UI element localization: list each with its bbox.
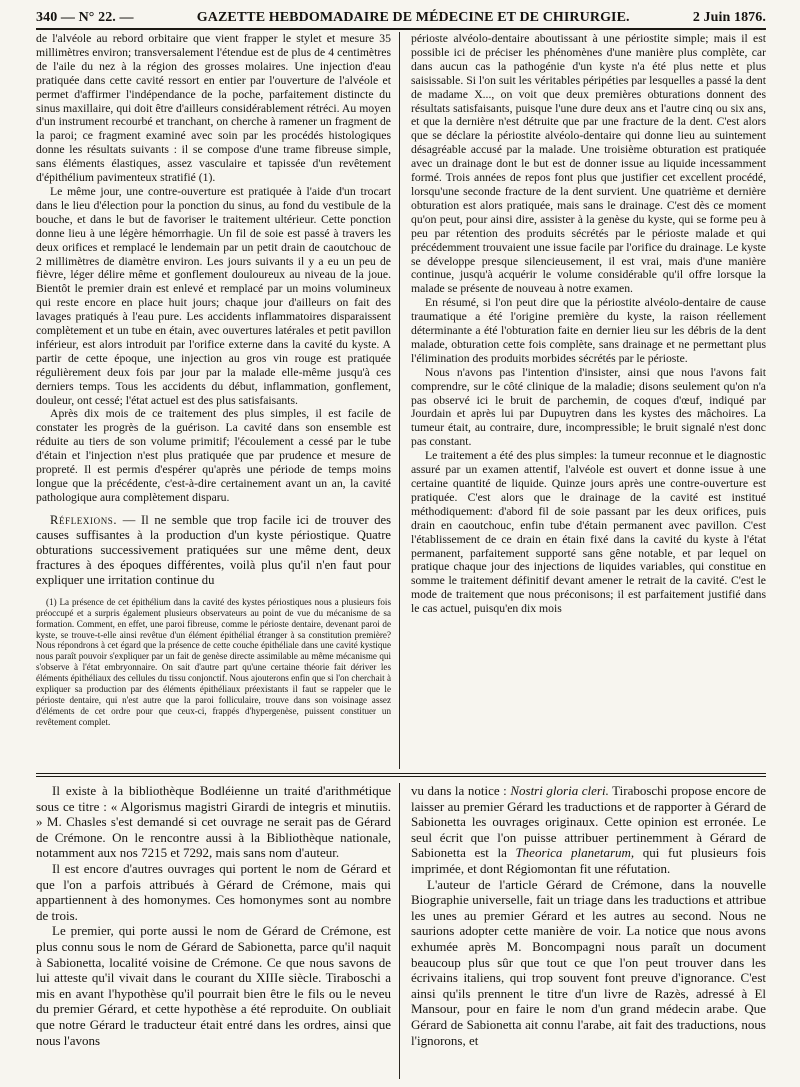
reflexions-paragraph <box>36 513 391 588</box>
bottom-right-column <box>411 783 766 1079</box>
paragraph: périoste alvéolo-dentaire aboutissant à une périostite simple; mais il est possible ici de préciser les phénomènes d'une manière plus complète, car dans aucun cas la pathogénie d'un kyste n'a été plus nette et plus saisissable. Si l'on suit les véritables péripéties par lesquelles a passé la dent de madame X..., on voit que deux premières obturations donnent des résultats satisfaisants, puisque l'une dure deux ans et l'autre cinq ou six ans, et que la dernière n'est détruite que par une fracture de la dent. C'est alors que se déclare la périostite alvéolo-dentaire qui donne lieu au suintement désagréable accusé par la malade. Une troisième obturation est pratiquée avec un drainage dont le but est de donner issue au liquide incessamment formé. Trois années de repos font plus que justifier cet excellent procédé, lorsqu'une seconde fracture de la dent survient. Une quatrième et dernière obturation est alors pratiquée, mais sans le drainage. C'est dès ce moment qu'on peut, pour ainsi dire, assister à la genèse du kyste, qui se forme peu à peu par rétention des produits sécrétés par le périoste malade et qui précédemment trouvaient une issue facile par l'orifice du drainage. Le kyste se développe presque silencieusement, il est vrai, mais d'une manière continue, jusqu'à acquérir le volume considérable qu'il offre lorsque la malade se présente de nouveau à notre examen. <box>411 32 766 296</box>
issue-date: 2 Juin 1876. <box>692 10 766 25</box>
column-divider <box>399 32 400 769</box>
reflexions-label: Réflexions. <box>50 512 118 527</box>
right-column <box>411 32 766 769</box>
feuilleton-separator <box>36 773 766 777</box>
paragraph: L'auteur de l'article Gérard de Crémone, dans la nouvelle Biographie universelle, fait un triage dans les traductions et attribue les unes au premier Gérard et les autres au second. Nous ne saurions adopter cette manière de voir. La notice que nous avons exhumée après M. Boncompagni nous paraît un document beaucoup plus sûr que tout ce que l'on peut trouver dans les écrivains italiens, qui trop souvent font preuve d'ignorance. C'est ainsi qu'ils prennent le titre d'un livre de Razès, adressé à El Mansour, pour en faire le nom d'un grand médecin arabe. Que Gérard de Sabionetta ait connu l'arabe, ait fait des traductions, nous l'ignorons, et <box>411 876 766 1048</box>
journal-title: GAZETTE HEBDOMADAIRE DE MÉDECINE ET DE CHIRURGIE. <box>196 10 630 25</box>
column-divider <box>399 783 400 1079</box>
page-header <box>36 0 766 30</box>
italic-title: Theorica planetarum, <box>515 845 635 861</box>
upper-section <box>36 32 766 769</box>
text-run: Tiraboschi propose encore de laisser au premier Gérard les traductions et de rapporter à Gérard de Sabionetta les ouvrages originaux. Cette opinion est erronée. Le seul écrit que l'on puisse attribuer pertinemment à Gérard de Sabionetta est la <box>411 783 767 861</box>
paragraph <box>411 783 766 877</box>
text-run: qui fut plusieurs fois imprimée, et dont Régiomontan fit une réfutation. <box>411 845 766 876</box>
paragraph: de l'alvéole au rebord orbitaire que vient frapper le stylet et mesure 35 millimètres environ; transversalement l'étendue est de plus de 4 centimètres de l'aile du nez à la région des grosses molaires. Une injection d'eau pratiquée dans cette cavité ressort en entier par l'ouverture de l'alvéole et permet d'affirmer l'indépendance de la poche, parfaitement distincte du sinus maxillaire, qui doit être d'ailleurs considérablement rétréci. Au moyen d'un instrument recourbé et tranchant, on cherche à ramener un fragment de la paroi; ce fragment examiné avec soin par les procédés histologiques donne les résultats suivants : il se compose d'une trame fibreuse simple, sans éléments élastiques, assez vasculaire et tapissée d'un revêtement d'épithélium pavimenteux stratifié (1). <box>36 32 391 185</box>
paragraph: En résumé, si l'on peut dire que la périostite alvéolo-dentaire de cause traumatique a été l'origine première du kyste, la raison réellement déterminante a été l'obturation faite en dernier lieu sur les débris de la dent malade, obturation cette fois complète, sans drainage et ne permettant plus l'élimination des produits morbides sécrétés par le périoste. <box>411 296 766 365</box>
footnote <box>36 597 391 728</box>
bottom-left-column <box>36 783 391 1079</box>
paragraph: Nous n'avons pas l'intention d'insister, ainsi que nous l'avons fait comprendre, sur le côté clinique de la maladie; disons seulement qu'on n'a pas observé ici le bruit de parchemin, de coques d'œuf, indiqué par Jourdain et après lui par Dupuytren dans les kystes des mâchoires. La tumeur était, au contraire, dure, incompressible; le bruit signalé n'est donc pas constant. <box>411 365 766 449</box>
paragraph: Le même jour, une contre-ouverture est pratiquée à l'aide d'un trocart dans le lieu d'élection pour la ponction du sinus, au fond du vestibule de la bouche, et dans le but de favoriser le traitement ultérieur. Cette ponction donne lieu à une légère hémorrhagie. Un fil de soie est passé à travers les deux orifices et remplacé le lendemain par un petit drain de caoutchouc de 2 millimètres de diamètre environ. Les jours suivants il y a eu un peu de fièvre, léger délire même et gonflement douloureux au niveau de la joue. Bientôt le premier drain est enlevé et remplacé par un moins volumineux qui reste encore en place huit jours; chaque jour d'ailleurs on fait des lavages pratiqués à l'eau pure. Les accidents inflammatoires disparaissent complètement et un tube en étain, avec ouvertures latérales et petit pavillon inférieur, est alors introduit par l'orifice externe dans la cavité du kyste. A partir de cette époque, une injection au gros vin rouge est pratiquée régulièrement deux fois par jour par la malade elle-même jusqu'à ces derniers temps. Tous les accidents du début, inflammation, gonflement, douleur, ont cessé; l'état actuel est des plus satisfaisants. <box>36 184 391 407</box>
page-number: 340 — N° 22. — <box>36 10 134 25</box>
reflexions-text: — Il ne semble que trop facile ici de trouver des causes suffisantes à la production d'un kyste périostique. Quatre obturations successivement pratiquées sur une même dent, deux fractures à des époques différentes, voilà plus qu'il n'en faut pour expliquer une irritation continue du <box>36 512 391 587</box>
paragraph: Il existe à la bibliothèque Bodléienne un traité d'arithmétique sous ce titre : « Algorismus magistri Girardi de integris et minutiis. » M. Chasles s'est demandé si cet ouvrage ne serait pas de Gérard de Crémone. On le rencontre aussi à la Bibliothèque nationale, notamment aux nos 7215 et 7292, mais sans nom d'auteur. <box>36 783 391 861</box>
paragraph: Le premier, qui porte aussi le nom de Gérard de Crémone, est plus connu sous le nom de Gérard de Sabionetta, parce qu'il naquit à Sabionetta, localité voisine de Crémone. Ce que nous savons de lui atteste qu'il vivait dans le courant du XIIIe siècle. Tiraboschi a mis en avant l'hypothèse qu'il pourrait bien être le fils ou le neveu du premier Gérard, et cette hypothèse a été reproduite. On oubliait que notre Gérard le traducteur était entré dans les ordres, ainsi que nous l'avons <box>36 923 391 1048</box>
left-column <box>36 32 391 769</box>
italic-title: Nostri gloria cleri. <box>510 783 609 798</box>
text-run: vu dans la notice : <box>411 783 511 798</box>
paragraph: Le traitement a été des plus simples: la tumeur reconnue et le diagnostic assuré par un examen attentif, l'alvéole est ouvert et donne issue à une certaine quantité de liquide. Quinze jours après une contre-ouverture est pratiquée. C'est alors que le drainage de la cavité est institué méthodiquement: d'abord fil de soie passant par les deux orifices, puis drain en caoutchouc, enfin tube d'étain permanent avec pavillon. C'est l'établissement de ce drain en étain fixé dans la cavité du kyste à l'état permanent, parfaitement supporté sans gêne notable, et par lequel on pratique chaque jour des injections de liquides variables, qui constitue en somme le traitement définitif devant amener le retrait de la cavité. C'est le mode de traitement que nous préconisons; il est parfaitement justifié dans le cas actuel, puisqu'en dix mois <box>411 449 766 616</box>
paragraph: Après dix mois de ce traitement des plus simples, il est facile de constater les progrès de la guérison. La cavité dans son ensemble est réduite au tiers de son volume primitif; l'écoulement a cessé par le tube d'étain et l'injection n'est plus pratiquée que par prudence et mesure de propreté. Il est permis d'espérer qu'après une période de temps moins longue que la précédente, c'est-à-dire certainement avant un an, la cavité pathologique aura complètement disparu. <box>36 407 391 504</box>
paragraph: Il est encore d'autres ouvrages qui portent le nom de Gérard et que l'on a parfois attribués à Gérard de Crémone, mais qui appartiennent à des homonymes. Ces homonymes sont au nombre de trois. <box>36 860 391 923</box>
lower-section <box>36 783 766 1079</box>
footnote-text: (1) La présence de cet épithélium dans la cavité des kystes périostiques nous a plusieurs fois préoccupé et a surpris également plusieurs observateurs au point de vue du mécanisme de sa formation. Comment, en effet, une paroi fibreuse, comme le périoste dentaire, devenant paroi de kyste, se trouve-t-elle ainsi revêtue d'un élément épithélial étranger à sa constitution première? Nous répondrons à cet égard que la présence de cette couche épithéliale dans une cavité kystique nous paraît pouvoir s'expliquer par un fait de genèse directe assimilable au même mécanisme qui s'observe à l'état embryonnaire. On sait d'autre part qu'une certaine théorie fait dériver les éléments épithéliaux des cellules du tissu conjonctif. Nous ajouterons enfin que si l'on cherchait à expliquer sa production par des éléments épithéliaux préexistants il faut se rappeler que le périoste dentaire, qui n'est autre que la paroi folliculaire, trouve dans son voisinage assez d'éléments de cet ordre pour que ceux-ci, frappés d'hypergenèse, puissent constituer un revêtement complet. <box>36 596 391 727</box>
